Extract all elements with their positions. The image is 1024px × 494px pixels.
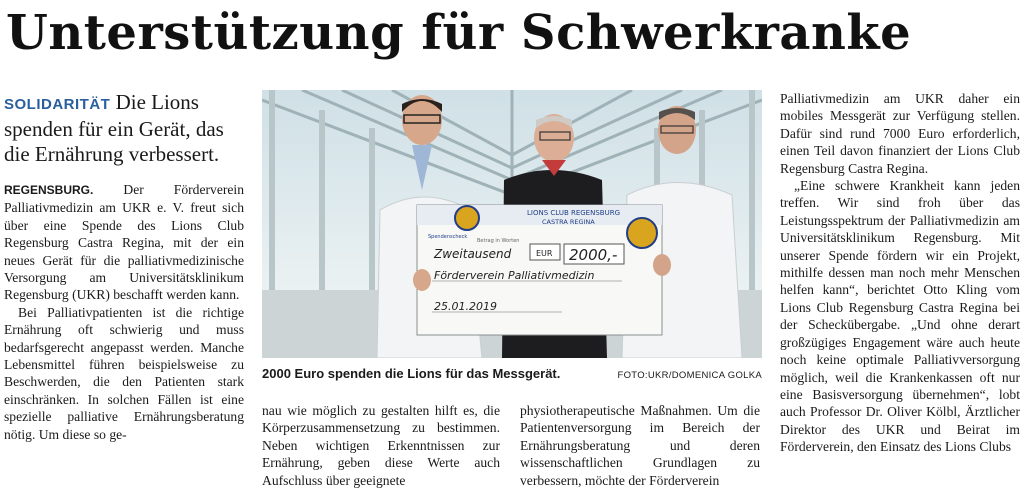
check-amount: 2000,- <box>569 246 618 264</box>
check-currency: EUR <box>536 249 553 258</box>
photo-caption-bar <box>262 366 762 381</box>
paragraph-2: Bei Palliativpatienten ist die richtige Ernährung oft schwierig und muss bedarfsgerecht angepasst werden. Manche Lebensmittel führen beispielsweise zu Beschwerden, die den Patienten stark einschränken. In solchen Fällen ist eine spezielle palliative Ernährungsberatung nötig. Um diese so ge- <box>4 304 244 442</box>
check-header-line1: LIONS CLUB REGENSBURG <box>527 209 620 217</box>
check-header-line2: CASTRA REGINA <box>542 218 595 226</box>
dateline: REGENSBURG. <box>4 183 94 197</box>
check-amount-words: Zweitausend <box>434 247 512 261</box>
column-3-text: physiotherapeutische Maßnahmen. Um die Patientenversorgung im Bereich der Ernährungsberatung und deren wissenschaftlichen Grundlagen zu verbessern, möchte der Förderverein <box>520 403 760 488</box>
column-4-paragraph-1: Palliativmedizin am UKR daher ein mobiles Messgerät zur Verfügung stellen. Dafür sind rund 7000 Euro erforderlich, einen Teil davon finanziert der Lions Club Regensburg Castra Regina. <box>780 91 1020 176</box>
donation-check <box>417 205 662 335</box>
kicker-text: Die Lions spenden für ein Gerät, das die Ernährung verbessert. <box>4 90 224 166</box>
check-side-label: Spendenscheck <box>428 234 468 240</box>
article-photo <box>262 90 762 358</box>
check-date: 25.01.2019 <box>434 300 497 313</box>
column-2 <box>262 402 500 489</box>
kicker-label: SOLIDARITÄT <box>4 96 111 113</box>
photo-credit: FOTO:UKR/DOMENICA GOLKA <box>617 370 762 381</box>
check-recipient: Förderverein Palliativmedizin <box>434 269 595 282</box>
headline: Unterstützung für Schwerkranke <box>6 5 912 61</box>
column-4 <box>780 90 1020 456</box>
column-4-paragraph-2: „Eine schwere Krankheit kann jeden treffen. Wir sind froh über das Leistungsspektrum der Palliativmedizin am Universitätsklinikum Regensburg. Mit unserer Spende fördern wir ein Projekt, mithilfe dessen man noch mehr Menschen helfen kann“, berichtet Otto Kling vom Lions Club Regensburg Castra Regina bei der Scheckübergabe. „Und ohne derart großzügiges Engagement wäre auch heute noch keine optimale Palliativversorgung möglich, weil die Krankenkassen oft nur eine Basisversorgung übernehmen“, lobt auch Professor Dr. Oliver Kölbl, Ärztlicher Direktor des UKR und Beirat im Förderverein, den Einsatz des Lions Clubs <box>780 178 1020 455</box>
photo-caption: 2000 Euro spenden die Lions für das Messgerät. <box>262 366 561 381</box>
check-line-label: Betrag in Worten <box>477 238 520 244</box>
paragraph-intro <box>4 181 244 304</box>
column-3 <box>520 402 760 489</box>
column-1 <box>4 90 244 443</box>
photo-illustration <box>262 90 762 358</box>
column-2-text: nau wie möglich zu gestalten hilft es, die Körperzusammensetzung zu bestimmen. Neben wichtigen Erkenntnissen zur Ernährung, geben diese Werte auch Aufschluss über geeignete <box>262 403 500 488</box>
kicker <box>4 90 244 167</box>
paragraph-intro-text: Der Förderverein Palliativmedizin am UKR e. V. freut sich über eine Spende des Lions Club Regensburg Castra Regina, mit der ein neues Gerät für die palliativmedizinische Versorgung am Universitätsklinikum Regensburg (UKR) beschafft werden kann. <box>4 182 244 303</box>
